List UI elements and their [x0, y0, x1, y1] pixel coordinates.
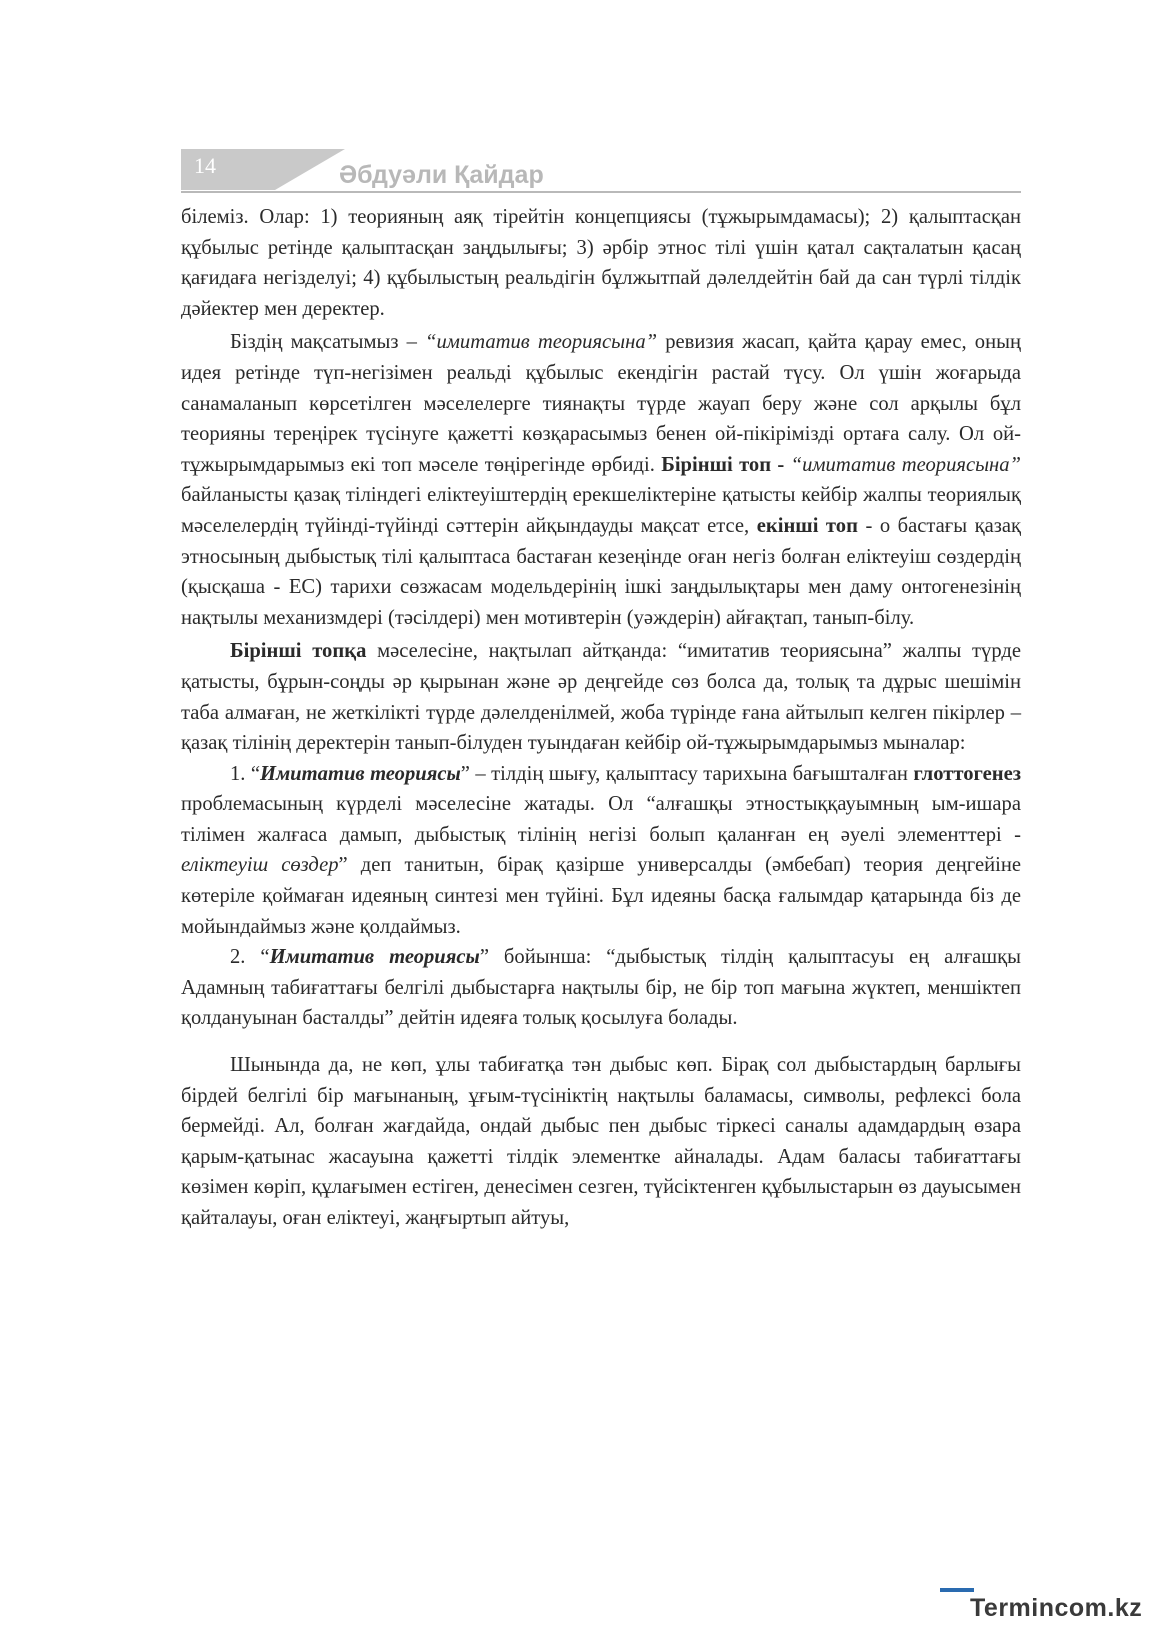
bold-term: екінші топ [756, 514, 858, 537]
text: ” – тілдің шығу, қалыптасу тарихына бағышталған [460, 762, 914, 785]
page-number-tab [181, 149, 275, 190]
italic-term: “имитатив теориясына” [790, 453, 1021, 476]
running-head-author: Әбдуәли Қайдар [339, 161, 544, 189]
page-number: 14 [194, 153, 216, 178]
watermark-logo [938, 1586, 1148, 1626]
paragraph-1: білеміз. Олар: 1) теорияның аяқ тірейтін концепциясы (тұжырымдамасы); 2) қалыптасқан құбылыс ретінде қалыптасқан заңдылығы; 3) әрбір этнос тілі үшін қатал сақталатын қасаң қағидаға негізделуі; 4) құбылыстың реальдігін бұлжытпай дәлелдейтін бай да сан түрлі тілдік дәйектер мен деректер. [181, 206, 1021, 320]
text: проблемасының күрделі мәселесіне жатады. Ол “алғашқы этностыққауымның ым-ишара тілімен жалғаса дамып, дыбыстық тілінің негізі болып қаланған ең әуелі элементтері - [181, 793, 1021, 846]
paragraph-2 [181, 327, 1021, 633]
header-rule [181, 191, 1021, 193]
bold-italic-term: Имитатив теориясы [260, 762, 461, 785]
paragraph-6: Шынында да, не көп, ұлы табиғатқа тән дыбыс көп. Бірақ сол дыбыстардың барлығы бірдей белгілі бір мағынаның, ұғым-түсініктің нақтылы баламасы, символы, рефлексі бола бермейді. Ал, болған жағдайда, ондай дыбыс пен дыбыс тіркесі саналы адамдардың өзара қарым-қатынас жасауына қажетті тілдік элементке айналады. Адам баласы табиғаттағы көзімен көріп, құлағымен естіген, денесімен сезген, түйсіктенген құбылыстарын өз дауысымен қайталауы, оған еліктеуі, жаңғыртып айтуы, [181, 1054, 1021, 1229]
paragraph-5 [181, 942, 1021, 1034]
bold-italic-term: Имитатив теориясы [269, 946, 480, 969]
text: ” деп танитын, бірақ қазірше универсалды (әмбебап) теория деңгейіне көтеріле қоймаған идеяның синтезі мен түйіні. Бұл идеяны басқа ғалымдар қатарында біз де мойындаймыз және қолдаймыз. [181, 854, 1022, 938]
text: 1. “ [230, 762, 261, 785]
italic-term: еліктеуіш сөздер [181, 854, 339, 877]
page-header [181, 149, 1021, 195]
page-body [181, 202, 1021, 1234]
text: 2. “ [230, 946, 270, 969]
text: Біздің мақсатымыз – [230, 331, 426, 354]
paragraph-3 [181, 636, 1021, 758]
text: мәселесіне, нақтылап айтқанда: “имитатив теориясына” жалпы түрде қатысты, бұрын-соңды әр қырынан және әр деңгейде сөз болса да, толық та дұрыс шешімін таба алмаған, не жеткілікті түрде дәлелденілмей, жоба түрінде ғана айтылып келген пікірлер – қазақ тілінің деректерін танып-білуден туындаған кейбір ой-тұжырымдарымыз мыналар: [181, 640, 1021, 755]
text: ” бойынша: “дыбыстық тілдің қалыптасуы ең алғашқы Адамның табиғаттағы белгілі дыбыстарға нақтылы бір, не бір топ мағына жүктеп, меншіктеп қолдануынан басталды” дейтін идеяға толық қосылуға болады. [181, 946, 1022, 1030]
bold-term: глоттогенез [913, 762, 1022, 785]
bold-term: Бірінші топқа [230, 640, 367, 663]
paragraph-4 [181, 759, 1021, 943]
text: - о бастағы қазақ этносының дыбыстық тілі қалыптаса бастаған кезеңінде оған негіз болған еліктеуіш сөздердің (қысқаша - ЕС) тарихи сөзжасам модельдерінің ішкі заңдылықтары мен даму онтогенезінің нақтылы механизмдері (тәсілдері) мен мотивтерін (уәждерін) айғақтап, танып-білу. [181, 514, 1022, 629]
text: ревизия жасап, қайта қарау емес, оның идея ретінде түп-негізімен реальді құбылыс екендігін растай түсу. Ол үшін жоғарыда санамаланып көрсетілген мәселелерге тиянақты түрде жауап беру және сол арқылы бұл теорияны тереңірек түсінуге қажетті көзқарасымыз бенен ой-пікірімізді ортаға салу. Ол ой-тұжырымдарымыз екі топ мәселе төңірегінде өрбиді. [181, 331, 1021, 476]
logo-bar-icon [940, 1588, 974, 1592]
watermark-brand: Termincom.kz [970, 1594, 1143, 1622]
text: байланысты қазақ тіліндегі еліктеуіштердің ерекшеліктеріне қатысты кейбір жалпы теориялық мәселелердің түйінді-түйінді сәттерін айқындауды мақсат етсе, [181, 484, 1021, 537]
italic-term: “имитатив теориясына” [425, 331, 658, 354]
bold-term: Бірінші топ - [661, 453, 791, 476]
